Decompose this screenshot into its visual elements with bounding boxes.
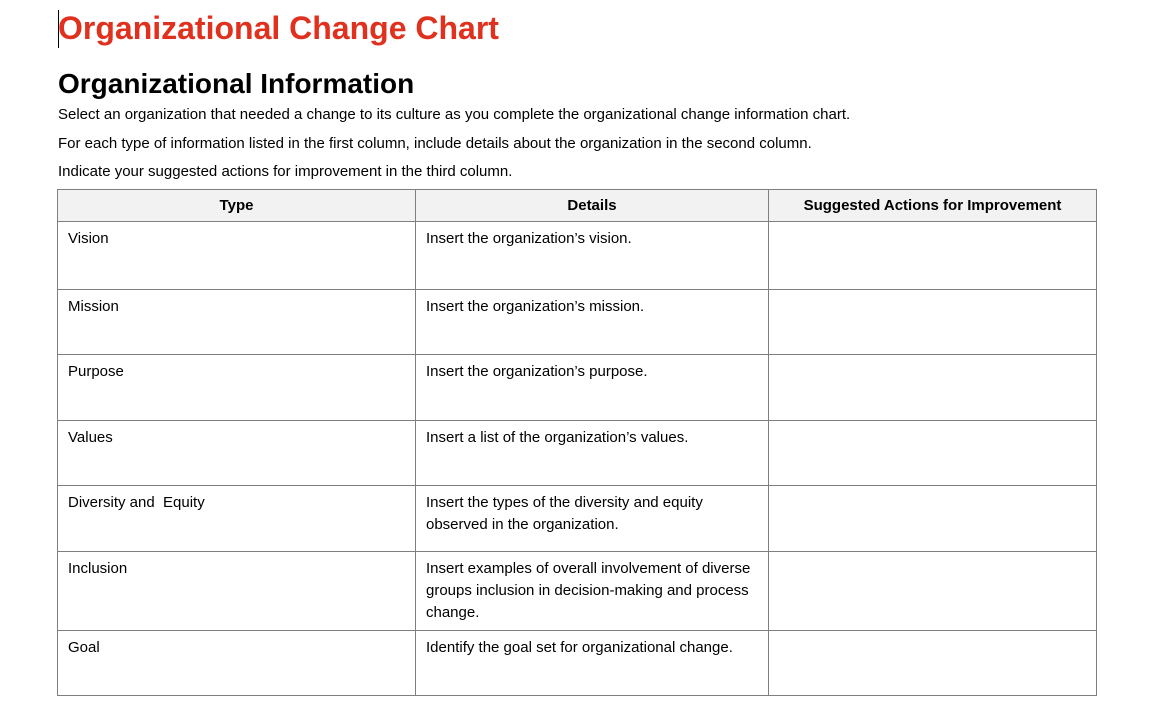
organizational-info-table: [57, 189, 1097, 696]
header-suggested-actions: Suggested Actions for Improvement: [769, 190, 1097, 222]
table-row-vision: [58, 222, 1097, 290]
actions-cell[interactable]: [769, 290, 1097, 355]
actions-cell[interactable]: [769, 552, 1097, 631]
actions-cell[interactable]: [769, 486, 1097, 552]
details-cell[interactable]: Insert the organization’s mission.: [416, 290, 769, 355]
type-cell: Purpose: [58, 355, 416, 421]
details-cell[interactable]: Insert the organization’s purpose.: [416, 355, 769, 421]
actions-cell[interactable]: [769, 631, 1097, 696]
type-cell: Values: [58, 421, 416, 486]
table-row-inclusion: [58, 552, 1097, 631]
details-cell[interactable]: Insert a list of the organization’s values.: [416, 421, 769, 486]
table-row-diversity-equity: [58, 486, 1097, 552]
header-type: Type: [58, 190, 416, 222]
type-cell: Vision: [58, 222, 416, 290]
table-row-values: [58, 421, 1097, 486]
type-cell: Diversity and Equity: [58, 486, 416, 552]
instruction-line-2: For each type of information listed in the first column, include details about the organization in the second column.: [58, 135, 812, 152]
details-cell[interactable]: Insert the types of the diversity and equity observed in the organization.: [416, 486, 769, 552]
table-row-goal: [58, 631, 1097, 696]
details-cell[interactable]: Insert the organization’s vision.: [416, 222, 769, 290]
document-title: Organizational Change Chart: [58, 10, 499, 46]
instruction-line-3: Indicate your suggested actions for improvement in the third column.: [58, 163, 513, 180]
type-cell: Inclusion: [58, 552, 416, 631]
table-row-purpose: [58, 355, 1097, 421]
table-row-mission: [58, 290, 1097, 355]
details-cell[interactable]: Identify the goal set for organizational change.: [416, 631, 769, 696]
type-cell: Mission: [58, 290, 416, 355]
actions-cell[interactable]: [769, 355, 1097, 421]
instruction-line-1: Select an organization that needed a change to its culture as you complete the organizational change information chart.: [58, 106, 851, 123]
details-cell[interactable]: Insert examples of overall involvement of diverse groups inclusion in decision-making and process change.: [416, 552, 769, 631]
actions-cell[interactable]: [769, 421, 1097, 486]
type-cell: Goal: [58, 631, 416, 696]
table-header-row: [58, 190, 1097, 222]
section-heading: Organizational Information: [58, 68, 415, 99]
actions-cell[interactable]: [769, 222, 1097, 290]
header-details: Details: [416, 190, 769, 222]
